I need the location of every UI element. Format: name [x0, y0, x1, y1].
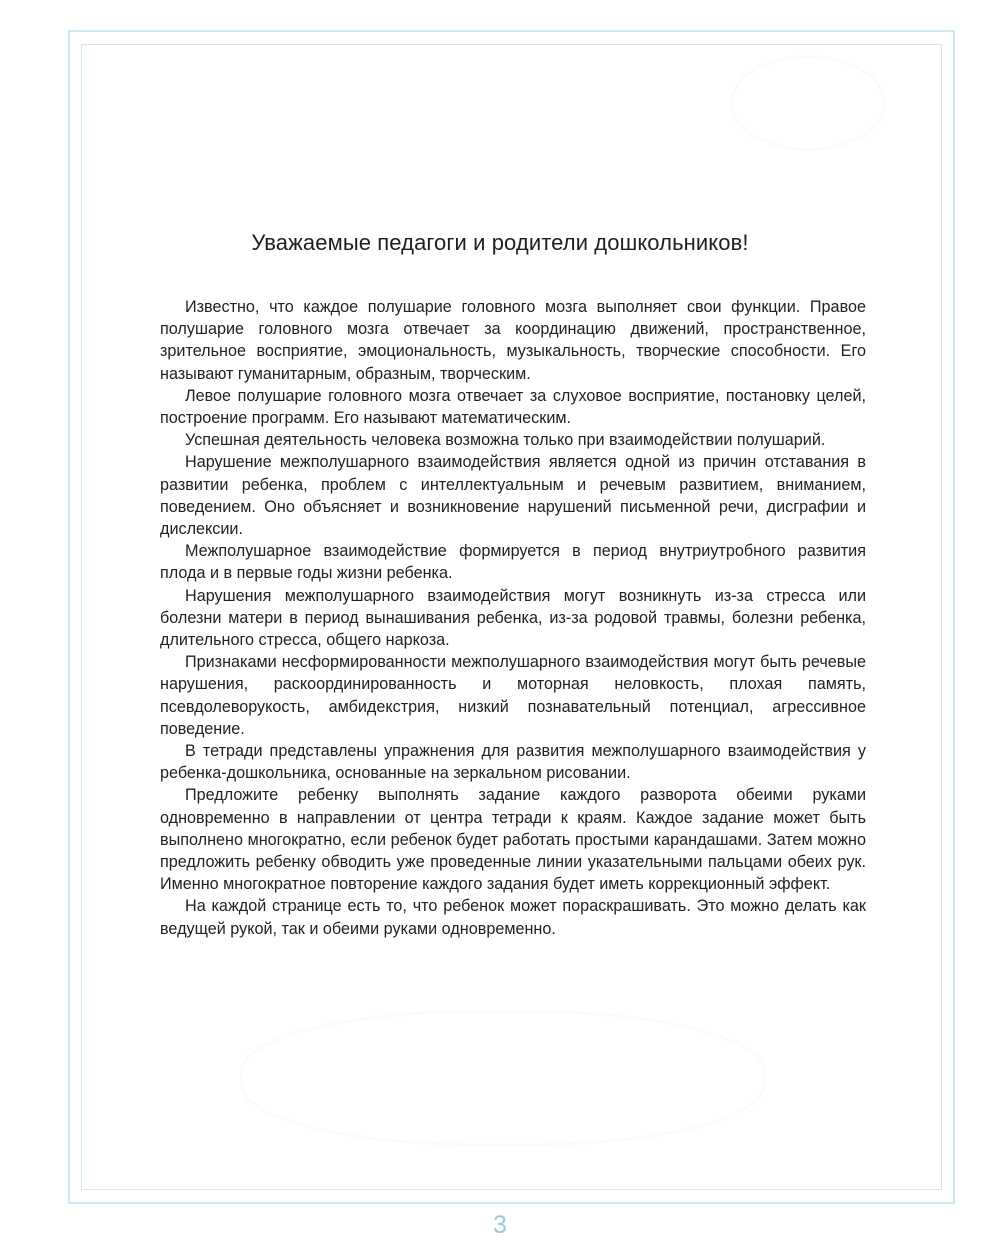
faint-background-shape [730, 55, 886, 151]
paragraph: Нарушение межполушарного взаимодействия является одной из причин отставания в развитии ребенка, проблем с интеллектуальным и речевым развитием, вниманием, поведением. Оно объясняет и возникновение нарушений письменной речи, дисграфии и дислексии. [160, 453, 866, 539]
paragraph: Межполушарное взаимодействие формируется в период внутриутробного развития плода и в первые годы жизни ребенка. [160, 542, 866, 583]
paragraph: Левое полушарие головного мозга отвечает за слуховое восприятие, постановку целей, построение программ. Его называют математическим. [160, 386, 866, 428]
paragraph: Предложите ребенку выполнять задание каждого разворота обеими руками одновременно в направлении от центра тетради к краям. Каждое задание может быть выполнено многократно, если ребенок будет работать простыми карандашами. Затем можно предложить ребенку обводить уже проведенные линии указательными пальцами обеих рук. Именно многократное повторение каждого задания будет иметь коррекционный эффект. [160, 786, 866, 894]
body-text [160, 296, 866, 940]
paragraph: В тетради представлены упражнения для развития межполушарного взаимодействия у ребенка-дошкольника, основанные на зеркальном рисовании. [160, 742, 866, 783]
paragraph: На каждой странице есть то, что ребенок может пораскрашивать. Это можно делать как ведущей рукой, так и обеими руками одновременно. [160, 897, 866, 938]
faint-background-shape [240, 1010, 766, 1146]
paragraph: Признаками несформированности межполушарного взаимодействия могут быть речевые нарушения, раскоординированность и моторная неловкость, плохая память, псевдолеворукость, амбидекстрия, низкий познавательный потенциал, агрессивное поведение. [160, 653, 866, 738]
paragraph: Нарушения межполушарного взаимодействия могут возникнуть из-за стресса или болезни матери в период вынашивания ребенка, из-за родовой травмы, болезни ребенка, длительного стресса, общего наркоза. [160, 586, 866, 650]
page-title: Уважаемые педагоги и родители дошкольников! [251, 230, 749, 255]
page-number: 3 [493, 1211, 507, 1239]
paragraph: Известно, что каждое полушарие головного мозга выполняет свои функции. Правое полушарие головного мозга отвечает за координацию движений, пространственное, зрительное восприятие, эмоциональность, музыкальность, творческие способности. Его называют гуманитарным, образным, творческим. [160, 298, 866, 383]
paragraph: Успешная деятельность человека возможна только при взаимодействии полушарий. [185, 431, 826, 450]
